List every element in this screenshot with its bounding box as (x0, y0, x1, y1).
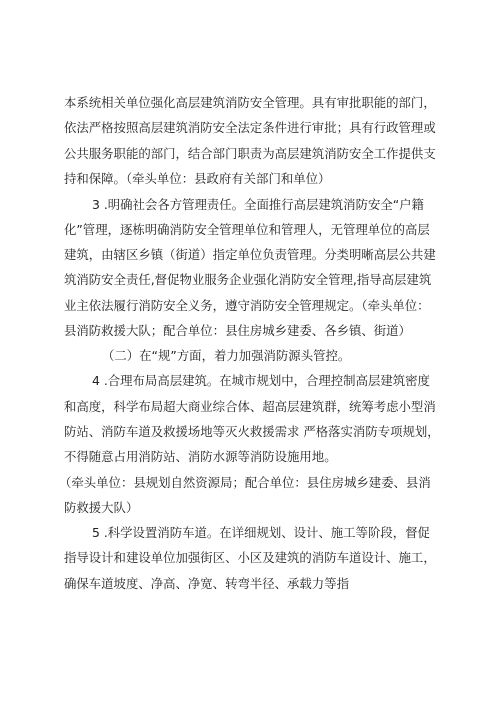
text-line: 本系统相关单位强化高层建筑消防安全管理。具有审批职能的部门， (64, 95, 436, 110)
text-line: 5 .科学设置消防车道。在详细规划、设计、施工等阶段，督促 (92, 525, 430, 540)
text-line: 3 .明确社会各方管理责任。全面推行高层建筑消防安全“户籍 (92, 197, 424, 212)
text-line: 化”管理，逐栋明确消防安全管理单位和管理人，无管理单位的高层 (64, 222, 430, 237)
text-line: 确保车道坡度、净高、净宽、转弯半径、承载力等指 (64, 576, 349, 591)
text-line: 防救援大队） (64, 500, 139, 515)
text-line: 防站、消防车道及救援场地等灭火救援需求 严格落实消防专项规划， (64, 424, 440, 439)
text-line: 业主依法履行消防安全义务，遵守消防安全管理规定。（牵头单位： (64, 298, 430, 313)
text-line: 建筑，由辖区乡镇（街道）指定单位负责管理。分类明晰高层公共建 (64, 247, 436, 262)
text-line: 不得随意占用消防站、消防水源等消防设施用地。 (64, 449, 337, 464)
text-line: 4 .合理布局高层建筑。在城市规划中，合理控制高层建筑密度 (92, 373, 430, 388)
text-line: 和高度，科学布局超大商业综合体、超高层建筑群，统筹考虑小型消 (64, 399, 436, 414)
section-heading: （二）在“规”方面，着力加强消防源头管控。 (102, 348, 351, 363)
text-line: 筑消防安全责任,督促物业服务企业强化消防安全管理,指导高层建筑 (64, 272, 432, 287)
text-line: 指导设计和建设单位加强街区、小区及建筑的消防车道设计、施工， (64, 550, 436, 565)
text-line: 依法严格按照高层建筑消防安全法定条件进行审批；具有行政管理或 (64, 120, 436, 135)
text-line: （牵头单位：县规划自然资源局；配合单位：县住房城乡建委、县消 (59, 475, 431, 490)
text-line: 县消防救援大队；配合单位：县住房城乡建委、各乡镇、街道） (64, 323, 411, 338)
text-line: 持和保障。（牵头单位：县政府有关部门和单位） (64, 171, 331, 186)
text-line: 公共服务职能的部门，结合部门职责为高层建筑消防安全工作提供支 (64, 146, 436, 161)
